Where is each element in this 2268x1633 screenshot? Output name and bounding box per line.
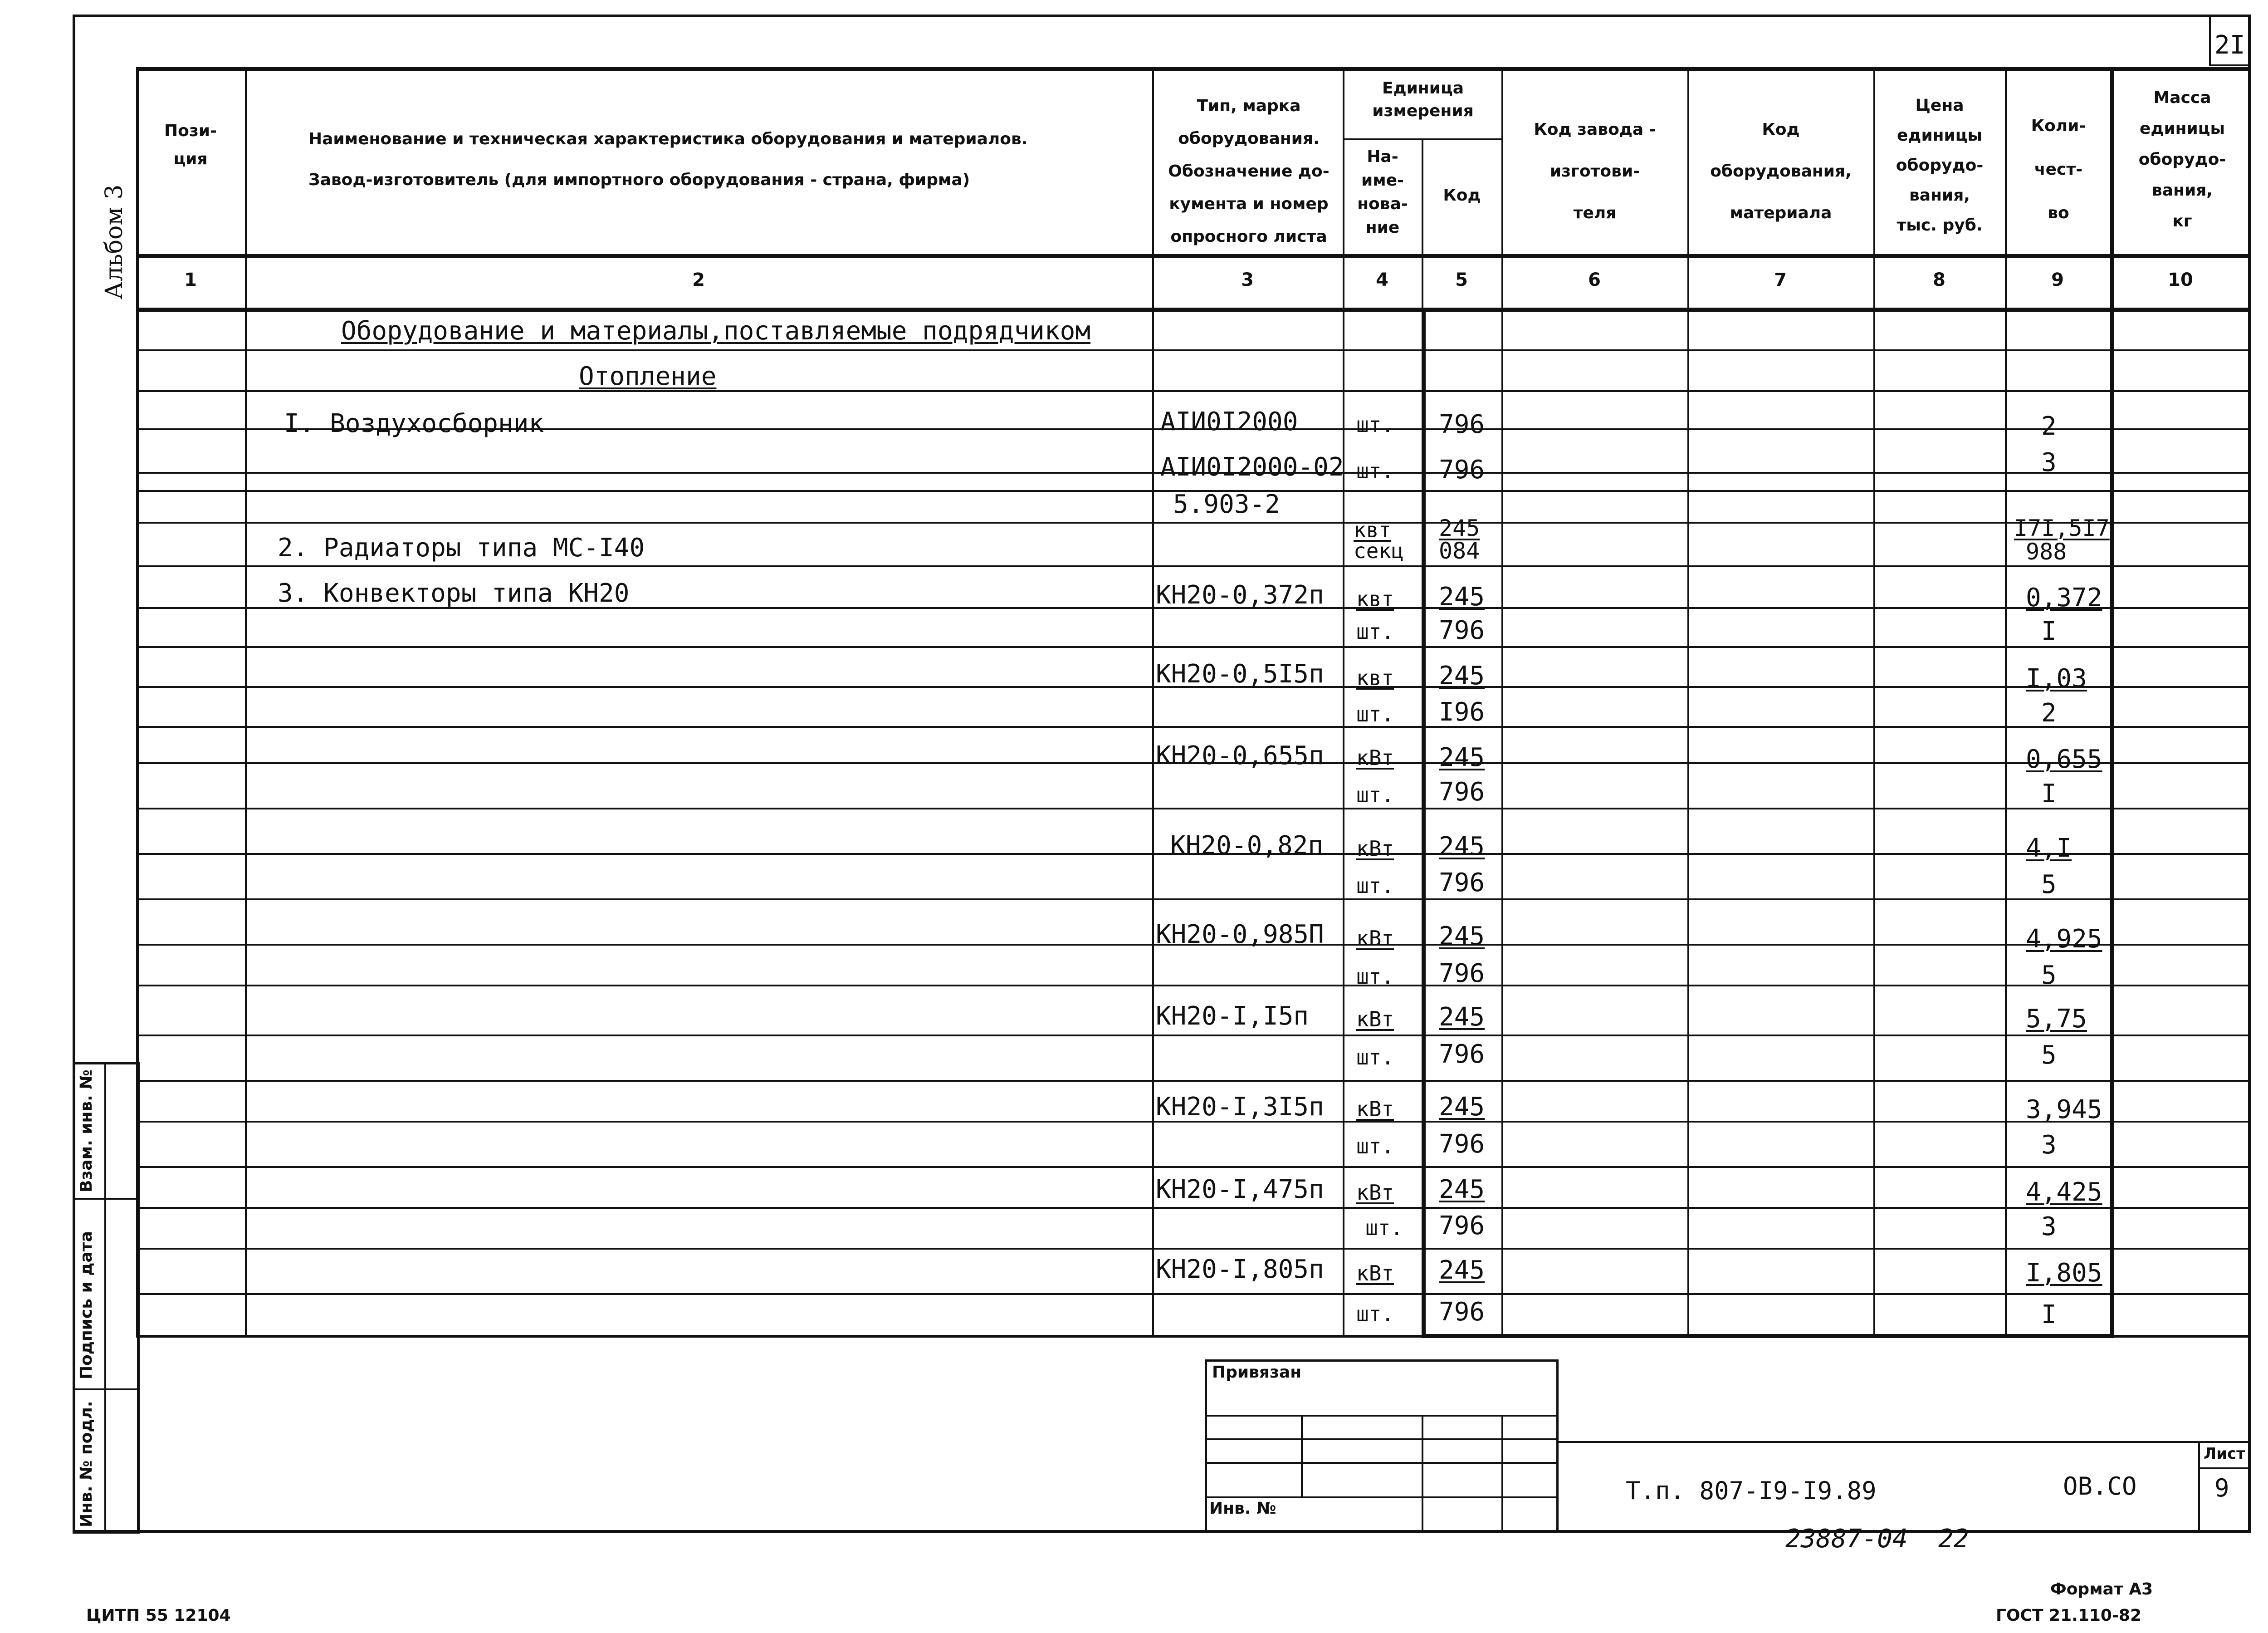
row-16-unit: кВт bbox=[1356, 1097, 1394, 1121]
privyazan-col-3 bbox=[1501, 1415, 1503, 1533]
row-9-qty: I bbox=[2041, 779, 2057, 809]
header-bottom-line bbox=[136, 254, 2251, 258]
row-3-code2: 084 bbox=[1439, 538, 1480, 564]
gost-label: ГОСТ 21.110-82 bbox=[1996, 1606, 2142, 1625]
hdr-factory-code bbox=[1502, 109, 1687, 234]
row-separator bbox=[136, 1035, 2251, 1036]
row-17-code: 796 bbox=[1439, 1129, 1485, 1159]
subsection-title: Отопление bbox=[579, 362, 717, 391]
row-separator bbox=[136, 646, 2251, 648]
side-podpis: Подпись и дата bbox=[77, 1231, 96, 1379]
hdr-price-l5: тыс. руб. bbox=[1897, 216, 1983, 235]
row-21-unit: шт. bbox=[1356, 1302, 1394, 1326]
hdr-name-l1: Наименование и техническая характеристика оборудования и материалов. bbox=[308, 130, 1028, 148]
sheet-corner-number: 2I bbox=[2214, 30, 2245, 60]
row-15-qty: 5 bbox=[2041, 1040, 2057, 1070]
row-separator bbox=[136, 808, 2251, 809]
corner-box-bottom bbox=[2209, 64, 2251, 66]
row-20-qty: I,805 bbox=[2026, 1258, 2102, 1288]
privyazan-line-2 bbox=[1205, 1438, 1559, 1440]
privyazan-col-1 bbox=[1301, 1415, 1303, 1496]
row-19-unit: шт. bbox=[1365, 1216, 1403, 1240]
colnum-1: 1 bbox=[184, 270, 197, 290]
hdr-factory-code-l1: Код завода - bbox=[1534, 120, 1656, 139]
row-12-qty: 4,925 bbox=[2026, 924, 2102, 954]
hdr-unit-name-l1: На- bbox=[1367, 147, 1398, 166]
row-separator bbox=[136, 390, 2251, 392]
title-block-top bbox=[1559, 1441, 2251, 1443]
side-inv-podl: Инв. № подл. bbox=[77, 1401, 96, 1527]
row-10-code: 245 bbox=[1439, 832, 1485, 861]
row-4-qty: 0,372 bbox=[2026, 583, 2102, 613]
row-9-code: 796 bbox=[1439, 777, 1485, 807]
list-box-left bbox=[2198, 1441, 2200, 1533]
row-16-type: КН20-I,3I5п bbox=[1156, 1092, 1324, 1122]
row-3-code: 245 bbox=[1439, 515, 1480, 541]
hdr-unit-name-l4: ние bbox=[1365, 218, 1400, 237]
hdr-type bbox=[1155, 90, 1343, 253]
row-separator bbox=[136, 1293, 2251, 1295]
colnum-5: 5 bbox=[1455, 270, 1468, 290]
hdr-unit-name bbox=[1344, 145, 1422, 240]
colnum-7: 7 bbox=[1774, 270, 1787, 290]
row-14-code: 245 bbox=[1439, 1002, 1485, 1032]
hdr-quantity-l2: чест- bbox=[2034, 160, 2083, 179]
hdr-type-l2: оборудования. bbox=[1178, 129, 1320, 148]
hdr-factory-code-l3: теля bbox=[1573, 204, 1617, 222]
colnum-6: 6 bbox=[1588, 270, 1601, 290]
row-19-qty: 3 bbox=[2041, 1212, 2057, 1241]
row-3-unit2: секц bbox=[1354, 539, 1404, 563]
row-17-unit: шт. bbox=[1356, 1134, 1394, 1158]
row-21-code: 796 bbox=[1439, 1297, 1485, 1327]
colnum-10: 10 bbox=[2168, 270, 2193, 290]
row-1-type: AIИ0I2000-02 bbox=[1160, 452, 1344, 482]
format-label: Формат А3 bbox=[2050, 1580, 2153, 1599]
row-0-name: I. Воздухосборник bbox=[284, 409, 544, 438]
row-11-unit: шт. bbox=[1356, 873, 1394, 898]
list-label: Лист bbox=[2204, 1445, 2245, 1463]
section-title: Оборудование и материалы,поставляемые подрядчиком bbox=[341, 316, 1091, 346]
row-6-qty: I,03 bbox=[2026, 664, 2087, 693]
hdr-unit-code: Код bbox=[1443, 186, 1481, 205]
row-4-name: 3. Конвекторы типа КН20 bbox=[278, 579, 630, 608]
colnum-3: 3 bbox=[1241, 270, 1254, 290]
row-separator bbox=[136, 898, 2251, 900]
row-separator bbox=[136, 565, 2251, 567]
row-6-type: КН20-0,5I5п bbox=[1156, 659, 1324, 689]
hdr-unit-name-l3: нова- bbox=[1357, 195, 1408, 213]
col-sep-6 bbox=[1687, 67, 1689, 1338]
doc-code: Т.п. 807-I9-I9.89 bbox=[1626, 1476, 1877, 1505]
row-separator bbox=[136, 726, 2251, 728]
row-4-code: 245 bbox=[1439, 582, 1485, 612]
col-sep-5 bbox=[1501, 67, 1503, 1338]
row-6-code: 245 bbox=[1439, 661, 1485, 691]
row-separator bbox=[136, 985, 2251, 986]
row-13-unit: шт. bbox=[1356, 964, 1394, 989]
row-7-qty: 2 bbox=[2041, 698, 2057, 728]
row-separator bbox=[136, 349, 2251, 351]
row-3-qty2: 988 bbox=[2026, 539, 2067, 565]
row-4-type: КН20-0,372п bbox=[1156, 580, 1324, 610]
hdr-type-l3: Обозначение до- bbox=[1168, 162, 1330, 181]
row-12-code: 245 bbox=[1439, 922, 1485, 951]
privyazan-col-2 bbox=[1422, 1415, 1423, 1533]
colnum-8: 8 bbox=[1933, 270, 1945, 290]
hdr-quantity-l3: во bbox=[2048, 204, 2069, 222]
doc-mark: ОВ.СО bbox=[2063, 1472, 2137, 1501]
row-16-code: 245 bbox=[1439, 1092, 1485, 1122]
hdr-position-l2: ция bbox=[173, 150, 208, 168]
row-5-qty: I bbox=[2041, 617, 2057, 646]
privyazan-line-3 bbox=[1205, 1462, 1559, 1464]
col-sep-9 bbox=[2110, 67, 2114, 1338]
row-8-type: КН20-0,655п bbox=[1156, 741, 1324, 770]
row-9-unit: шт. bbox=[1356, 783, 1394, 807]
hdr-price-l1: Цена bbox=[1915, 96, 1964, 115]
side-strip-line-2 bbox=[73, 1388, 140, 1390]
list-box-mid bbox=[2198, 1467, 2251, 1469]
privyazan-label: Привязан bbox=[1212, 1363, 1302, 1382]
row-10-type: КН20-0,82п bbox=[1170, 831, 1324, 860]
row-8-unit: кВт bbox=[1356, 745, 1394, 770]
row-10-qty: 4,I bbox=[2026, 834, 2072, 863]
hdr-equipment-code-l1: Код bbox=[1762, 120, 1800, 139]
row-3-name: 2. Радиаторы типа МС-I40 bbox=[278, 533, 645, 563]
row-12-unit: кВт bbox=[1356, 926, 1394, 951]
row-15-unit: шт. bbox=[1356, 1045, 1394, 1069]
row-1-qty: 3 bbox=[2041, 448, 2057, 477]
hdr-type-l4: кумента и номер bbox=[1169, 195, 1329, 213]
hdr-mass-l3: оборудо- bbox=[2138, 150, 2226, 169]
row-11-qty: 5 bbox=[2041, 870, 2057, 899]
row-11-code: 796 bbox=[1439, 868, 1485, 897]
hdr-mass-l4: вания, bbox=[2152, 181, 2213, 200]
row-separator bbox=[136, 1248, 2251, 1250]
row-3-qty: I7I,5I7 bbox=[2014, 515, 2110, 541]
row-18-type: КН20-I,475п bbox=[1156, 1175, 1324, 1204]
hdr-mass-l5: кг bbox=[2172, 212, 2192, 230]
hdr-price bbox=[1874, 91, 2005, 240]
row-14-qty: 5,75 bbox=[2026, 1004, 2087, 1034]
row-13-code: 796 bbox=[1439, 959, 1485, 988]
row-0-qty: 2 bbox=[2041, 412, 2057, 441]
side-vzam: Взам. инв. № bbox=[77, 1069, 96, 1192]
row-15-code: 796 bbox=[1439, 1040, 1485, 1069]
row-0-type: AIИ0I2000 bbox=[1160, 407, 1298, 436]
hdr-mass-l1: Масса bbox=[2153, 88, 2211, 107]
side-strip-divider bbox=[104, 1062, 106, 1534]
album-label: Альбом 3 bbox=[101, 184, 128, 299]
row-14-type: КН20-I,I5п bbox=[1156, 1001, 1309, 1031]
hdr-quantity-l1: Коли- bbox=[2031, 117, 2086, 135]
hdr-mass bbox=[2114, 83, 2251, 237]
col-sep-3 bbox=[1343, 67, 1344, 1338]
row-21-qty: I bbox=[2041, 1300, 2057, 1329]
row-14-unit: кВт bbox=[1356, 1007, 1394, 1031]
inv-no-label: Инв. № bbox=[1209, 1499, 1276, 1518]
row-17-qty: 3 bbox=[2041, 1130, 2057, 1160]
row-16-qty: 3,945 bbox=[2026, 1095, 2102, 1124]
colnum-9: 9 bbox=[2051, 270, 2064, 290]
hdr-price-l3: оборудо- bbox=[1896, 156, 1984, 175]
row-20-code: 245 bbox=[1439, 1255, 1485, 1285]
hdr-factory-code-l2: изготови- bbox=[1549, 162, 1640, 181]
hdr-position-l1: Пози- bbox=[164, 122, 217, 140]
row-18-code: 245 bbox=[1439, 1175, 1485, 1204]
row-12-type: КН20-0,985П bbox=[1156, 920, 1324, 949]
row-7-unit: шт. bbox=[1356, 702, 1394, 726]
row-8-qty: 0,655 bbox=[2026, 745, 2102, 774]
row-separator bbox=[136, 1080, 2251, 1082]
row-7-code: I96 bbox=[1439, 697, 1485, 727]
privyazan-line-4 bbox=[1205, 1496, 1559, 1498]
col-sep-8 bbox=[2005, 67, 2007, 1338]
row-separator bbox=[136, 1166, 2251, 1168]
hdr-type-l5: опросного листа bbox=[1170, 227, 1327, 246]
side-strip-line-1 bbox=[73, 1198, 140, 1200]
row-separator bbox=[136, 1207, 2251, 1209]
hdr-price-l4: вания, bbox=[1909, 186, 1970, 205]
row-8-code: 245 bbox=[1439, 743, 1485, 772]
corner-box-left bbox=[2209, 15, 2211, 64]
handwritten-number: 23887-04 22 bbox=[1785, 1524, 1969, 1554]
col-sep-4-thick bbox=[1422, 308, 1426, 1338]
col-sep-7 bbox=[1873, 67, 1875, 1338]
colnum-2: 2 bbox=[692, 270, 705, 290]
col-sep-1 bbox=[245, 67, 247, 1338]
body-bottom-thick bbox=[1422, 1334, 2114, 1338]
hdr-price-l2: единицы bbox=[1897, 126, 1983, 145]
hdr-mass-l2: единицы bbox=[2139, 119, 2225, 138]
row-13-qty: 5 bbox=[2041, 961, 2057, 990]
row-0-unit: шт. bbox=[1356, 412, 1394, 437]
row-1-unit: шт. bbox=[1356, 459, 1394, 483]
row-4-unit: квт bbox=[1356, 587, 1394, 611]
hdr-quantity bbox=[2007, 104, 2110, 235]
row-1-code: 796 bbox=[1439, 455, 1485, 485]
hdr-unit bbox=[1344, 77, 1502, 123]
hdr-position bbox=[136, 117, 245, 173]
hdr-name-l2: Завод-изготовитель (для импортного оборудования - страна, фирма) bbox=[308, 171, 970, 189]
row-18-unit: кВт bbox=[1356, 1180, 1394, 1205]
row-3-unit: квт bbox=[1354, 518, 1392, 542]
colnum-4: 4 bbox=[1376, 270, 1388, 290]
row-5-unit: шт. bbox=[1356, 619, 1394, 644]
hdr-name bbox=[263, 114, 1125, 205]
privyazan-line-1 bbox=[1205, 1415, 1559, 1417]
hdr-type-l1: Тип, марка bbox=[1197, 97, 1301, 115]
list-number: 9 bbox=[2214, 1474, 2229, 1502]
col-sep-2 bbox=[1152, 67, 1154, 1338]
row-20-unit: кВт bbox=[1356, 1261, 1394, 1285]
row-2-type: 5.903-2 bbox=[1173, 490, 1281, 519]
row-18-qty: 4,425 bbox=[2026, 1177, 2102, 1207]
citp-label: ЦИТП 55 12104 bbox=[86, 1606, 231, 1625]
row-0-code: 796 bbox=[1439, 410, 1485, 439]
row-separator bbox=[136, 522, 2251, 524]
colnum-bottom-line bbox=[136, 308, 2251, 312]
hdr-unit-name-l2: име- bbox=[1361, 171, 1404, 190]
hdr-equipment-code-l2: оборудования, bbox=[1710, 162, 1852, 181]
hdr-unit-l2: измерения bbox=[1372, 102, 1474, 120]
row-20-type: КН20-I,805п bbox=[1156, 1255, 1324, 1284]
row-6-unit: квт bbox=[1356, 666, 1394, 690]
hdr-equipment-code bbox=[1688, 109, 1873, 234]
hdr-equipment-code-l3: материала bbox=[1730, 204, 1832, 222]
row-10-unit: кВт bbox=[1356, 836, 1394, 861]
hdr-unit-l1: Единица bbox=[1382, 79, 1464, 98]
row-5-code: 796 bbox=[1439, 616, 1485, 645]
row-19-code: 796 bbox=[1439, 1211, 1485, 1241]
